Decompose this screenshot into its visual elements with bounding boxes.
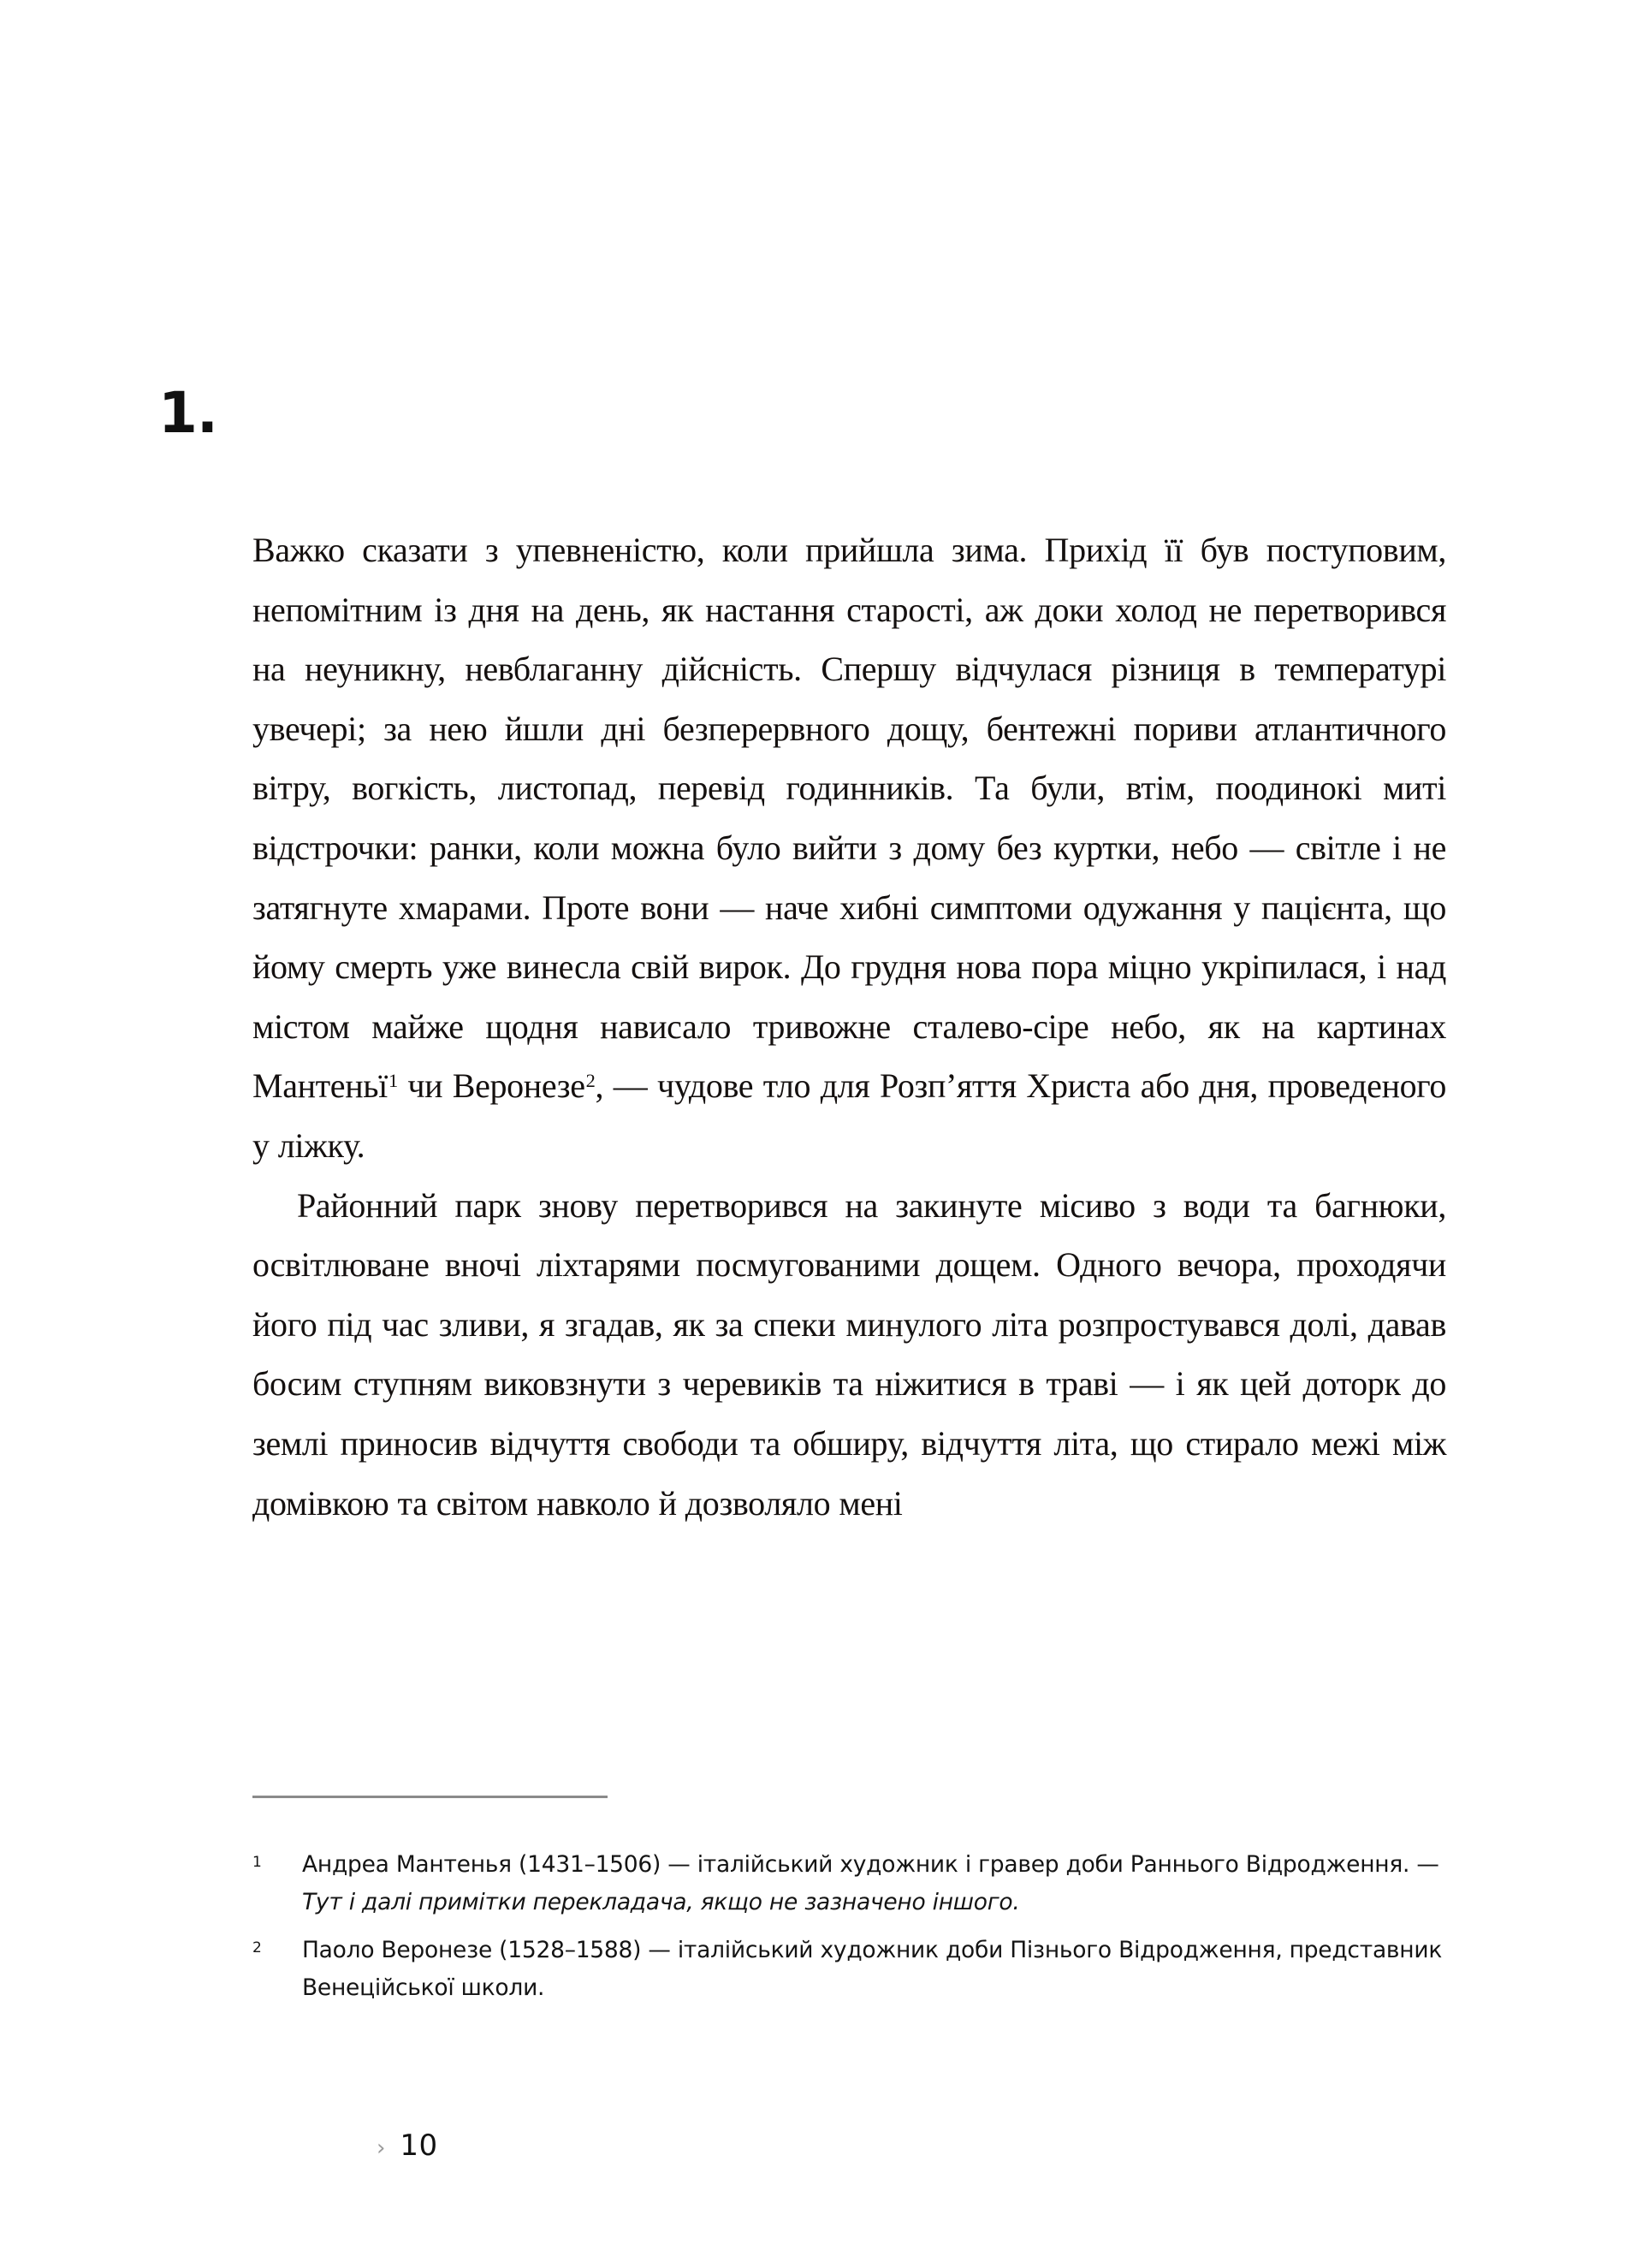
- page-folio: [377, 2128, 438, 2163]
- footnote-ref-2[interactable]: 2: [585, 1070, 596, 1092]
- footnote-item: [252, 1932, 1446, 2007]
- page-number: 10: [400, 2128, 438, 2163]
- footnote-item: [252, 1846, 1446, 1921]
- footnote-text: [302, 1846, 1446, 1921]
- paragraph-1-segment-c: , — чудове тло для Розп’яття Христа або дня, проведеного у ліжку.: [252, 1066, 1446, 1165]
- footnote-text-italic: Тут і далі примітки перекладача, якщо не зазначено іншого.: [302, 1889, 1020, 1915]
- paragraph-1-segment-a: Важко сказати з упевненістю, коли прийшла зима. Прихід її був поступовим, непомітним із дня на день, як настання старості, аж доки холод не перетворився на неуникну, невблаганну дійсність. Спершу відчулася різниця в температурі увечері; за нею йшли дні безперервного дощу, бентежні пориви атлантичного вітру, вогкість, листопад, перевід годинників. Та були, втім, поодинокі миті відстрочки: ранки, коли можна було вийти з дому без куртки, небо — світле і не затягнуте хмарами. Проте вони — наче хибні симптоми одужання у пацієнта, що йому смерть уже винесла свій вирок. До грудня нова пора міцно укріпилася, і над містом майже щодня нависало тривожне сталево-сіре небо, як на картинах Мантеньї: [252, 531, 1446, 1106]
- footnote-ref-1[interactable]: 1: [388, 1070, 398, 1092]
- footnote-text-plain: Андреа Мантенья (1431–1506) — італійський художник і гравер доби Раннього Відродження. —: [302, 1851, 1439, 1878]
- body-text-block: [252, 520, 1446, 1533]
- footnote-text-plain: Паоло Веронезе (1528–1588) — італійський художник доби Пізнього Відродження, представник Венеційської школи.: [302, 1937, 1443, 2001]
- chapter-number: 1.: [158, 380, 217, 446]
- paragraph-2: Районний парк знову перетворився на закинуте місиво з води та багнюки, освітлюване вночі ліхтарями посмугованими дощем. Одного вечора, проходячи його під час зливи, я згадав, як за спеки минулого літа розпростувався долі, давав босим ступням виковзнути з черевиків та ніжитися в траві — і як цей доторк до землі приносив відчуття свободи та обширу, відчуття літа, що стирало межі між домівкою та світом навколо й дозволяло мені: [252, 1185, 1446, 1523]
- paragraph-1-segment-b: чи Веронезе: [397, 1066, 585, 1106]
- footnote-text: [302, 1932, 1446, 2007]
- footnote-block: [252, 1796, 1446, 2017]
- footnote-separator-rule: [252, 1796, 608, 1798]
- footnote-marker: 1: [252, 1854, 262, 1871]
- paragraph-1: [252, 520, 1446, 1176]
- footnote-marker: 2: [252, 1939, 262, 1956]
- chevron-right-icon: ›: [377, 2135, 386, 2161]
